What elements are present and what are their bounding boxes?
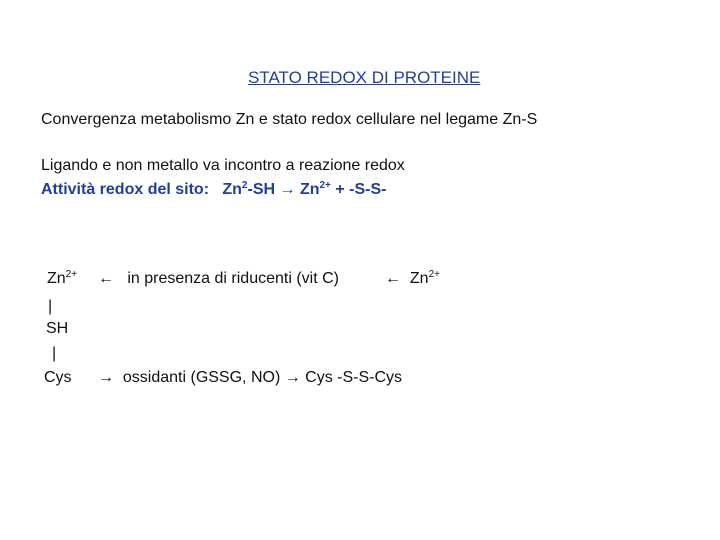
reducing-text: in presenza di riducenti (vit C) (127, 270, 339, 287)
disulfide-term: + -S-S- (335, 181, 387, 198)
redox-site-activity (41, 181, 386, 199)
bond-bar-bottom: | (52, 345, 57, 362)
left-arrow-icon: ← (385, 270, 401, 287)
slide-title: STATO REDOX DI PROTEINE (248, 68, 481, 87)
zn-ion-label-charge: 2+ (428, 269, 440, 280)
right-arrow-icon: → (279, 181, 296, 198)
zn-ion-charge: 2+ (319, 180, 331, 191)
sh-group: SH (46, 320, 69, 337)
oxidizing-text: ossidanti (GSSG, NO) (122, 369, 281, 386)
zn-ion-label: Zn (409, 270, 429, 287)
zn-term: Zn (222, 181, 242, 198)
bond-bar-top: | (48, 298, 53, 315)
right-arrow-icon: → (98, 369, 114, 386)
scheme-right-zn (385, 270, 440, 288)
cys-label: Cys (44, 369, 72, 386)
scheme-oxidizing (98, 369, 402, 387)
right-arrow-icon: → (284, 369, 301, 386)
redox-label: Attività redox del sito: (41, 181, 210, 198)
scheme-top-zn (47, 270, 77, 288)
left-arrow-icon: ← (98, 270, 114, 287)
zn-label: Zn (47, 270, 66, 287)
text-line-ligand: Ligando e non metallo va incontro a reazione redox (41, 157, 405, 174)
sh-term: -SH (247, 181, 276, 198)
zn-ion: Zn (299, 181, 320, 198)
zn-label-charge: 2+ (65, 269, 78, 280)
product-text: Cys -S-S-Cys (305, 369, 403, 386)
zn-charge: 2 (241, 180, 248, 191)
text-line-convergence: Convergenza metabolismo Zn e stato redox cellulare nel legame Zn-S (41, 111, 538, 128)
scheme-reducing (98, 270, 339, 288)
